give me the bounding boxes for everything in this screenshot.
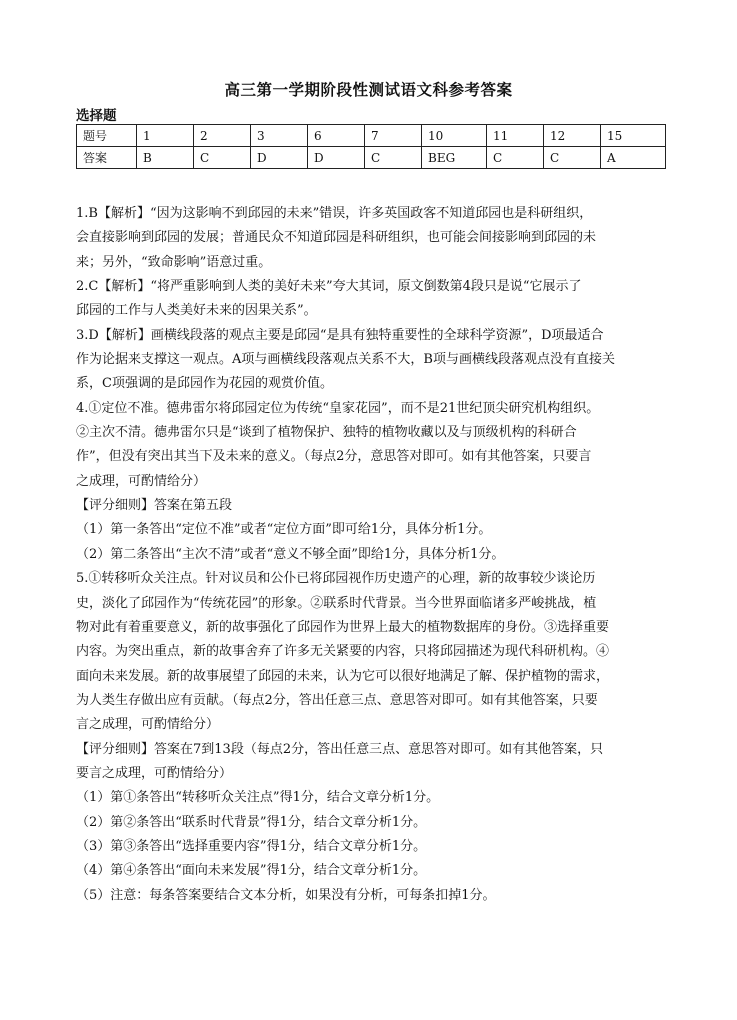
- table-cell: C: [544, 147, 601, 169]
- table-cell: B: [137, 147, 194, 169]
- explanation-body: [76, 202, 668, 908]
- document-title: 高三第一学期阶段性测试语文科参考答案: [224, 80, 513, 99]
- table-cell: C: [487, 147, 544, 169]
- table-cell: 11: [487, 125, 544, 147]
- table-cell: 1: [137, 125, 194, 147]
- table-cell: 7: [365, 125, 422, 147]
- table-cell: BEG: [422, 147, 487, 169]
- table-cell: 12: [544, 125, 601, 147]
- question-number-row: [77, 125, 666, 147]
- table-cell: 6: [308, 125, 365, 147]
- table-cell: 3: [251, 125, 308, 147]
- text-line: ②主次不清。德弗雷尔只是“谈到了植物保护、独特的植物收藏以及与顶级机构的科研合: [76, 425, 577, 441]
- table-cell: C: [194, 147, 251, 169]
- table-cell: 题号: [77, 125, 137, 147]
- text-line: 4.①定位不准。德弗雷尔将邱园定位为传统“皇家花园”，而不是21世纪顶尖研究机构组织。: [76, 400, 600, 416]
- text-line: 作为论据来支撑这一观点。A项与画横线段落观点关系不大，B项与画横线段落观点没有直接关: [76, 352, 615, 368]
- text-line: 面向未来发展。新的故事展望了邱园的未来，认为它可以很好地满足了解、保护植物的需求，: [76, 668, 610, 684]
- text-line: （3）第③条答出“选择重要内容”得1分，结合文章分析1分。: [76, 838, 427, 854]
- text-line: （2）第②条答出“联系时代背景”得1分，结合文章分析1分。: [76, 814, 427, 830]
- text-line: 系，C项强调的是邱园作为花园的观赏价值。: [76, 376, 333, 392]
- text-line: 1.B【解析】“因为这影响不到邱园的未来”错误，许多英国政客不知道邱园也是科研组织，: [76, 206, 593, 221]
- text-line: 之成理，可酌情给分）: [76, 473, 207, 489]
- text-line: 物对此有着重要意义，新的故事强化了邱园作为世界上最大的植物数据库的身份。③选择重要: [76, 619, 610, 635]
- text-line: 【评分细则】答案在第五段: [76, 498, 233, 514]
- text-line: （1）第①条答出“转移听众关注点”得1分，结合文章分析1分。: [76, 790, 440, 806]
- text-line: 为人类生存做出应有贡献。（每点2分，答出任意三点、意思答对即可。如有其他答案，只要: [76, 692, 598, 708]
- text-line: 5.①转移听众关注点。针对议员和公仆已将邱园视作历史遗产的心理，新的故事较少谈论历: [76, 571, 596, 587]
- text-line: 作”，但没有突出其当下及未来的意义。（每点2分，意思答对即可。如有其他答案，只要言: [76, 449, 592, 465]
- table-cell: D: [308, 147, 365, 169]
- text-line: 史，淡化了邱园作为“传统花园”的形象。②联系时代背景。当今世界面临诸多严峻挑战，植: [76, 595, 597, 611]
- table-cell: 2: [194, 125, 251, 147]
- text-line: 来；另外，“致命影响”语意过重。: [76, 254, 272, 270]
- text-line: 2.C【解析】“将严重影响到人类的美好未来”夸大其词，原文倒数第4段只是说“它展示了: [76, 279, 582, 295]
- text-line: （2）第二条答出“主次不清”或者“意义不够全面”即给1分，具体分析1分。: [76, 546, 505, 562]
- table-cell: C: [365, 147, 422, 169]
- text-line: 言之成理，可酌情给分）: [76, 717, 220, 733]
- table-cell: 10: [422, 125, 487, 147]
- answer-row: [77, 147, 666, 169]
- text-line: （5）注意：每条答案要结合文本分析，如果没有分析，可每条扣掉1分。: [76, 887, 496, 903]
- text-line: 内容。为突出重点，新的故事舍弃了许多无关紧要的内容，只将邱园描述为现代科研机构。④: [76, 644, 610, 660]
- text-line: 邱园的工作与人类美好未来的因果关系”。: [76, 303, 317, 319]
- table-cell: A: [601, 147, 666, 169]
- text-line: 【评分细则】答案在7到13段（每点2分，答出任意三点、意思答对即可。如有其他答案，只: [76, 741, 604, 757]
- text-line: （4）第④条答出“面向未来发展”得1分，结合文章分析1分。: [76, 863, 427, 879]
- text-line: 会直接影响到邱园的发展；普通民众不知道邱园是科研组织，也可能会间接影响到邱园的未: [76, 230, 597, 246]
- table-cell: D: [251, 147, 308, 169]
- text-line: 3.D【解析】画横线段落的观点主要是邱园“是具有独特重要性的全球科学资源”，D项最适合: [76, 327, 604, 343]
- table-cell: 答案: [77, 147, 137, 169]
- text-line: （1）第一条答出“定位不准”或者“定位方面”即可给1分，具体分析1分。: [76, 522, 492, 538]
- text-line: 要言之成理，可酌情给分）: [76, 765, 233, 781]
- section-label: 选择题: [76, 108, 117, 124]
- answer-table: [76, 124, 666, 169]
- table-cell: 15: [601, 125, 666, 147]
